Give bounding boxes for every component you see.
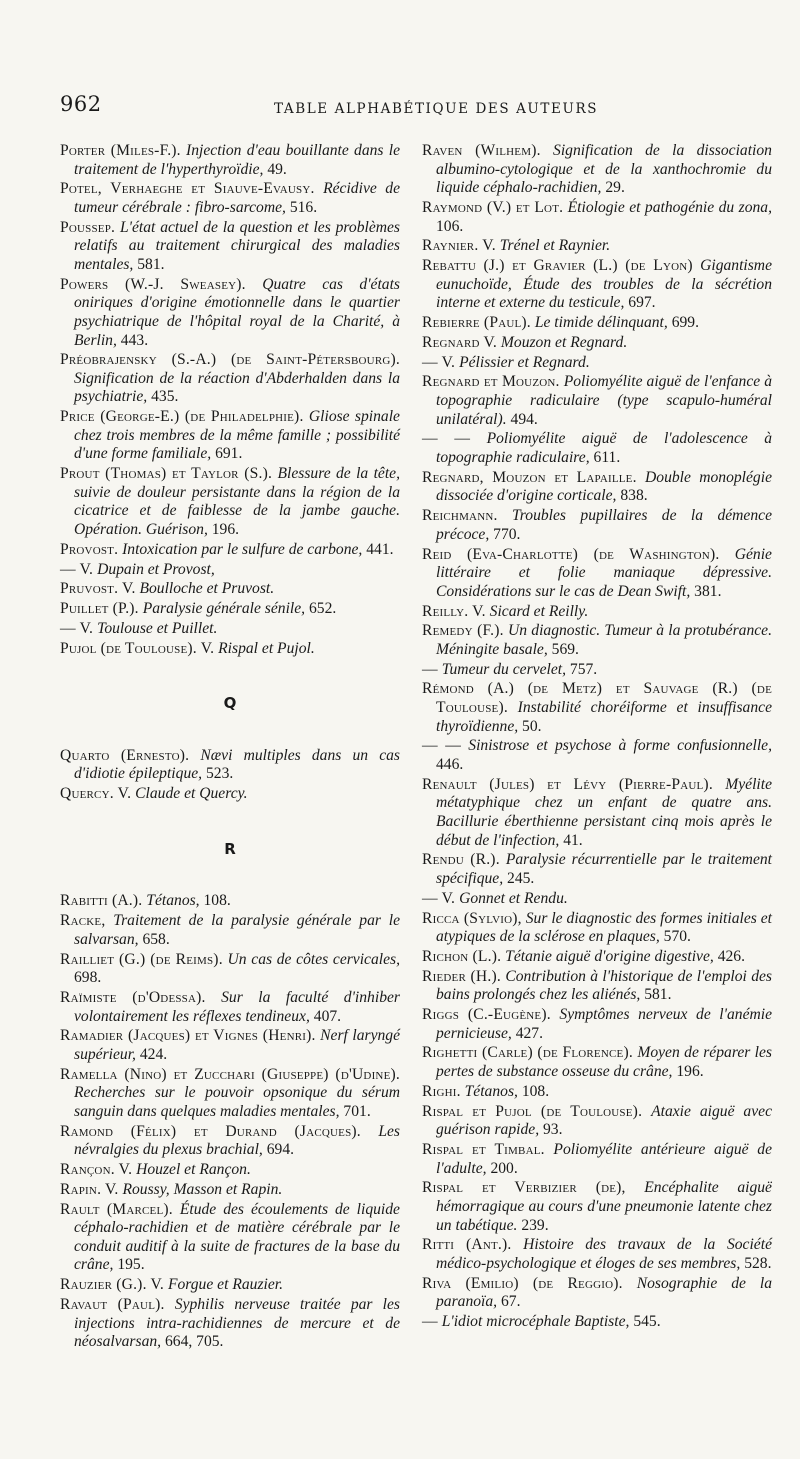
index-entry <box>60 600 400 619</box>
entry-author: — <box>422 660 438 678</box>
entry-page-ref: 838. <box>620 487 648 505</box>
index-entry <box>60 1066 400 1122</box>
entry-author: Powers (W.-J. Sweasey). <box>60 275 246 293</box>
entry-title: Traitement de la paralysie générale par le salvarsan, <box>74 912 400 948</box>
entry-title: Pélissier et Regnard. <box>459 353 590 371</box>
entry-page-ref: 691. <box>215 445 243 463</box>
index-entry <box>60 1027 400 1064</box>
entry-title: Dupain et Provost, <box>97 560 215 578</box>
entry-page-ref: 528. <box>744 1254 772 1272</box>
entry-author: Provost. <box>60 540 119 558</box>
page-header <box>60 92 760 122</box>
index-entry <box>60 1161 400 1180</box>
entry-author: Riva (Emilio) (de Reggio). <box>422 1274 623 1292</box>
entry-title: Tétanos, <box>464 1082 518 1100</box>
entry-title: Tétanos, <box>146 892 200 910</box>
entry-author: Rispal et Verbizier (de), <box>422 1179 626 1197</box>
entry-title: L'idiot microcéphale Baptiste, <box>441 1313 630 1331</box>
entry-title: Étiologie et pathogénie du zona, <box>567 198 772 216</box>
entry-title: Sur le diagnostic des formes initiales et atypiques de la sclérose en plaques, <box>436 909 773 946</box>
entry-author: Remedy (F.). <box>422 622 504 640</box>
entry-page-ref: 611. <box>593 449 621 466</box>
right-column <box>422 142 772 1333</box>
entry-title: Signification de la réaction d'Abderhalden dans la psychiatrie, <box>74 369 400 406</box>
entry-title: Syphilis nerveuse traitée par les injections intra-rachidiennes de mercure et de néosalvarsan, <box>74 1295 400 1351</box>
index-entry <box>422 661 772 680</box>
entry-title: Forgue et Rauzier. <box>167 1276 284 1294</box>
entry-title: Sinistrose et psychose à forme confusionnelle, <box>468 737 772 755</box>
index-entry <box>60 1201 400 1275</box>
entry-title: Gonnet et Rendu. <box>459 889 568 907</box>
index-entry <box>60 219 400 275</box>
entry-page-ref: 50. <box>522 717 542 735</box>
q-entries <box>60 747 400 804</box>
entry-page-ref: 106. <box>436 217 464 235</box>
index-entry <box>60 408 400 464</box>
index-entry <box>422 1141 772 1178</box>
entry-author: Riggs (C.-Eugène). <box>422 1006 551 1024</box>
entry-title: Nerf laryngé supérieur, <box>74 1027 401 1063</box>
entry-author: Prout (Thomas) et Taylor (S.). <box>60 465 273 483</box>
entry-author: Railliet (G.) (de Reims). <box>60 950 223 968</box>
entry-page-ref: 108. <box>521 1082 550 1100</box>
entry-author: Righetti (Carle) (de Florence). <box>422 1044 633 1062</box>
entry-page-ref: 570. <box>663 928 691 946</box>
index-entry <box>422 257 772 313</box>
entry-title: Un cas de côtes cervicales, <box>227 950 400 968</box>
entry-page-ref: 697. <box>628 294 656 312</box>
entry-author: Ramond (Félix) et Durand (Jacques). <box>60 1122 361 1140</box>
entry-title: Sur la faculté d'inhiber volontairement les réflexes tendineux, <box>74 988 400 1025</box>
entry-author: Raven (Wilhem). <box>422 142 541 159</box>
entry-author: Ritti (Ant.). <box>422 1236 512 1254</box>
index-entry <box>60 541 400 560</box>
entry-title: Trénel et Raynier. <box>499 237 611 255</box>
entry-page-ref: 427. <box>515 1024 543 1042</box>
entry-author: Racke, <box>60 912 106 930</box>
entry-title: Histoire des travaux de la Société médico-psychologique et éloges de ses membres, <box>436 1236 772 1272</box>
entry-author: Ricca (Sylvio), <box>422 909 522 927</box>
entry-title: Intoxication par le sulfure de carbone, <box>122 540 363 558</box>
section-letter-r: R <box>224 839 236 858</box>
index-entry <box>60 1296 400 1352</box>
page-number: 962 <box>60 92 102 116</box>
entry-page-ref: 494. <box>510 410 538 428</box>
entry-author: Regnard et Mouzon. <box>422 373 560 391</box>
index-entry <box>422 1103 772 1140</box>
entry-author: Puillet (P.). <box>60 600 139 618</box>
entry-page-ref: 67. <box>501 1293 521 1311</box>
entry-author: Quarto (Ernesto). <box>60 746 190 764</box>
index-entry <box>60 640 400 659</box>
entry-page-ref: 49. <box>267 160 287 178</box>
entry-page-ref: 441. <box>366 540 394 558</box>
entry-page-ref: 694. <box>266 1141 295 1159</box>
index-entry <box>60 180 400 217</box>
entry-title: Gigantisme eunuchoïde, Étude des troubles de la sécrétion interne et externe du testicule, <box>436 257 772 312</box>
index-entry <box>60 989 400 1026</box>
index-entry <box>422 430 772 467</box>
index-entry <box>422 910 772 947</box>
entry-page-ref: 435. <box>151 388 179 406</box>
entry-author: Reid (Eva-Charlotte) (de Washington). <box>422 545 720 563</box>
entry-author: Rabitti (A.). <box>60 892 143 910</box>
entry-title: Sicard et Reilly. <box>489 602 589 620</box>
entry-title: Mouzon et Regnard. <box>500 333 628 351</box>
entry-page-ref: 569. <box>551 640 579 658</box>
index-entry <box>422 680 772 736</box>
entry-title: Génie littéraire et folie maniaque dépressive. Considérations sur le cas de Dean Swift, <box>436 545 772 600</box>
index-entry <box>60 892 400 911</box>
entry-author: Ravaut (Paul). <box>60 1295 165 1313</box>
index-entry <box>60 1123 400 1160</box>
entry-author: Raymond (V.) et Lot. <box>422 198 564 216</box>
index-entry <box>422 1179 772 1235</box>
index-entry <box>60 912 400 949</box>
entry-author: Rispal et Pujol (de Toulouse). <box>422 1102 643 1120</box>
entry-title: Contribution à l'historique de l'emploi des bains prolongés chez les aliénés, <box>436 967 772 1004</box>
index-entry <box>60 951 400 988</box>
entry-author: — V. <box>60 560 94 578</box>
entry-author: Regnard, Mouzon et Lapaille. <box>422 468 637 486</box>
index-entry <box>422 546 772 602</box>
entry-page-ref: 701. <box>343 1102 371 1120</box>
entry-page-ref: 757. <box>569 660 598 678</box>
entry-author: Rançon. V. <box>60 1161 133 1179</box>
index-entry <box>422 142 772 198</box>
entry-page-ref: 245. <box>507 869 535 887</box>
index-entry <box>422 1044 772 1081</box>
entry-page-ref: 108. <box>203 892 231 910</box>
entry-title: Instabilité choréiforme et insuffisance thyroïdienne, <box>436 699 772 735</box>
index-entry <box>60 785 400 804</box>
entry-author: Porter (Miles-F.). <box>60 142 181 159</box>
entry-author: Quercy. V. <box>60 785 132 803</box>
entry-title: Encéphalite aiguë hémorragique au cours d'une pneumonie latente chez un tabétique. <box>436 1179 772 1234</box>
entry-title: Myélite métatyphique chez un enfant de quatre ans. Bacillurie éberthienne persistant cinq mois après le début de l'infection, <box>436 775 772 849</box>
entry-title: Claude et Quercy. <box>135 785 248 803</box>
running-title: TABLE ALPHABÉTIQUE DES AUTEURS <box>274 101 599 117</box>
entry-title: Recherches sur le pouvoir opsonique du sérum sanguin dans quelques maladies mentales, <box>74 1084 400 1120</box>
index-entry <box>422 1006 772 1043</box>
entry-author: Poussep. <box>60 218 116 236</box>
entry-page-ref: 545. <box>633 1313 661 1331</box>
entry-title: Gliose spinale chez trois membres de la même famille ; possibilité d'une forme familiale, <box>74 408 400 463</box>
entry-author: Raïmiste (d'Odessa). <box>60 988 206 1006</box>
index-entry <box>422 622 772 659</box>
index-entry <box>422 199 772 236</box>
entry-title: Quatre cas d'états oniriques d'origine émotionnelle dans le quartier psychiatrique de l'hôpital royal de la Charité, à Berlin, <box>74 275 401 349</box>
index-entry <box>422 890 772 909</box>
entry-author: Rendu (R.). <box>422 851 500 869</box>
entry-page-ref: 446. <box>436 756 464 773</box>
entry-author: Pruvost. V. <box>60 580 136 598</box>
entry-author: Reilly. V. <box>422 602 486 620</box>
entry-author: — V. <box>422 353 456 371</box>
index-entry <box>422 373 772 429</box>
index-entry <box>60 142 400 179</box>
right-entries <box>422 142 772 1332</box>
entry-page-ref: 41. <box>563 831 583 849</box>
index-entry <box>60 561 400 580</box>
index-entry <box>422 968 772 1005</box>
entry-page-ref: 523. <box>205 765 234 783</box>
entry-title: Houzel et Rançon. <box>136 1161 251 1179</box>
entry-author: — V. <box>422 889 456 907</box>
entry-author: Rapin. V. <box>60 1180 119 1198</box>
index-entry <box>422 737 772 774</box>
entry-page-ref: 196. <box>211 521 240 538</box>
entry-author: Regnard V. <box>422 333 497 351</box>
entry-author: Pujol (de Toulouse). V. <box>60 639 215 657</box>
index-entry <box>422 507 772 544</box>
index-entry <box>60 1276 400 1295</box>
left-entries <box>60 142 400 658</box>
entry-page-ref: 652. <box>308 600 337 618</box>
entry-page-ref: 196. <box>676 1063 704 1080</box>
index-entry <box>60 620 400 639</box>
entry-author: Richon (L.). <box>422 947 502 965</box>
entry-page-ref: 443. <box>120 331 149 349</box>
entry-title: Troubles pupillaires de la démence précoce, <box>436 507 772 543</box>
entry-title: Injection d'eau bouillante dans le traitement de l'hyperthyroïdie, <box>74 142 400 178</box>
index-entry <box>422 1236 772 1273</box>
entry-title: Poliomyélite aiguë de l'adolescence à topographie radiculaire, <box>436 430 773 466</box>
entry-author: Righi. <box>422 1082 461 1100</box>
entry-page-ref: 581. <box>137 255 165 273</box>
entry-title: Paralysie générale sénile, <box>142 600 306 618</box>
index-entry <box>422 948 772 967</box>
entry-author: Rispal et Timbal. <box>422 1140 545 1158</box>
index-entry <box>422 237 772 256</box>
entry-page-ref: 698. <box>74 969 102 987</box>
entry-author: Rault (Marcel). <box>60 1200 173 1218</box>
entry-title: Récidive de tumeur cérébrale : fibro-sarcome, <box>74 180 400 216</box>
entry-author: Préobrajensky (S.-A.) (de Saint-Pétersbourg). <box>60 351 400 369</box>
entry-title: Boulloche et Pruvost. <box>139 580 275 598</box>
entry-page-ref: 426. <box>717 947 745 965</box>
entry-page-ref: 29. <box>605 179 625 197</box>
entry-page-ref: 581. <box>644 986 672 1004</box>
entry-title: Nævi multiples dans un cas d'idiotie épileptique, <box>74 746 400 783</box>
index-entry <box>60 276 400 350</box>
entry-author: — V. <box>60 619 94 637</box>
entry-title: Moyen de réparer les pertes de substance osseuse du crâne, <box>436 1044 773 1080</box>
index-entry <box>422 334 772 353</box>
entry-title: Paralysie récurrentielle par le traitement spécifique, <box>436 851 772 887</box>
entry-title: L'état actuel de la question et les problèmes relatifs au traitement chirurgical des maladies mentales, <box>74 218 400 273</box>
entry-title: Toulouse et Puillet. <box>97 619 218 637</box>
index-entry <box>60 580 400 599</box>
entry-author: Ramadier (Jacques) et Vignes (Henri). <box>60 1027 316 1045</box>
index-entry <box>60 465 400 539</box>
entry-title: Tumeur du cervelet, <box>441 660 566 678</box>
entry-title: Symptômes nerveux de l'anémie pernicieuse, <box>436 1006 773 1042</box>
entry-title: Étude des écoulements de liquide céphalo-rachidien et de matière cérébrale par le conduit auditif à la suite de fractures de la base du crâne, <box>74 1200 400 1274</box>
entry-title: Poliomyélite aiguë de l'enfance à topographie radiculaire (type scapulo-huméral unilatéral). <box>436 373 773 428</box>
entry-author: Raynier. V. <box>422 237 496 255</box>
entry-author: Potel, Verhaeghe et Siauve-Evausy. <box>60 180 315 198</box>
entry-title: Les névralgies du plexus brachial, <box>74 1122 400 1159</box>
entry-title: Nosographie de la paranoïa, <box>436 1274 772 1311</box>
entry-title: Tétanie aiguë d'origine digestive, <box>505 947 714 965</box>
index-entry <box>422 776 772 850</box>
entry-title: Roussy, Masson et Rapin. <box>122 1180 283 1198</box>
entry-author: Rauzier (G.). V. <box>60 1276 165 1294</box>
index-entry <box>422 1275 772 1312</box>
entry-title: Le timide délinquant, <box>534 314 668 332</box>
entry-title: Double monoplégie dissociée d'origine corticale, <box>436 468 772 505</box>
entry-author: — — <box>422 737 462 755</box>
left-column <box>60 142 400 1353</box>
entry-title: Signification de la dissociation albumino-cytologique et de la xanthochromie du liquide céphalo-rachidien, <box>436 142 772 197</box>
entry-author: Ramella (Nino) et Zucchari (Giuseppe) (d'Udine). <box>60 1065 400 1083</box>
r-entries <box>60 892 400 1351</box>
entry-author: Reichmann. <box>422 507 498 525</box>
entry-title: Ataxie aiguë avec guérison rapide, <box>436 1102 772 1139</box>
entry-author: Rebierre (Paul). <box>422 314 531 332</box>
entry-page-ref: 195. <box>117 1256 145 1274</box>
index-entry <box>60 1181 400 1200</box>
index-entry <box>422 354 772 373</box>
entry-author: — — <box>422 430 471 448</box>
entry-page-ref: 93. <box>543 1121 563 1139</box>
index-entry <box>422 1083 772 1102</box>
entry-title: Rispal et Pujol. <box>218 639 315 657</box>
index-entry <box>422 851 772 888</box>
index-entry <box>60 747 400 784</box>
entry-page-ref: 381. <box>694 582 722 600</box>
index-entry <box>422 603 772 622</box>
entry-author: Rémond (A.) (de Metz) et Sauvage (R.) (de Toulouse). <box>422 680 772 717</box>
index-entry <box>60 351 400 407</box>
index-entry <box>422 314 772 333</box>
entry-author: — <box>422 1313 438 1331</box>
entry-author: Renault (Jules) et Lévy (Pierre-Paul). <box>422 775 713 793</box>
index-entry <box>422 469 772 506</box>
entry-title: Blessure de la tête, suivie de douleur persistante dans la région de la cicatrice et de faiblesse de la jambe gauche. Opération. Guérison, <box>74 465 400 538</box>
entry-page-ref: 658. <box>142 930 170 948</box>
entry-author: Price (George-E.) (de Philadelphie). <box>60 408 304 426</box>
entry-page-ref: 407. <box>313 1007 342 1025</box>
section-letter-q: Q <box>223 694 237 713</box>
entry-page-ref: 516. <box>289 198 318 216</box>
entry-author: Rieder (H.). <box>422 967 501 985</box>
entry-author: Rebattu (J.) et Gravier (L.) (de Lyon) <box>422 257 693 275</box>
entry-page-ref: 770. <box>493 525 521 543</box>
entry-page-ref: 664, 705. <box>164 1333 224 1351</box>
entry-page-ref: 239. <box>521 1216 549 1234</box>
entry-title: Un diagnostic. Tumeur à la protubérance. Méningite basale, <box>436 622 772 658</box>
entry-page-ref: 424. <box>139 1045 168 1063</box>
entry-page-ref: 699. <box>671 314 699 332</box>
entry-page-ref: 200. <box>490 1159 518 1177</box>
entry-title: Poliomyélite antérieure aiguë de l'adulte, <box>436 1140 772 1177</box>
index-entry <box>422 1313 772 1332</box>
